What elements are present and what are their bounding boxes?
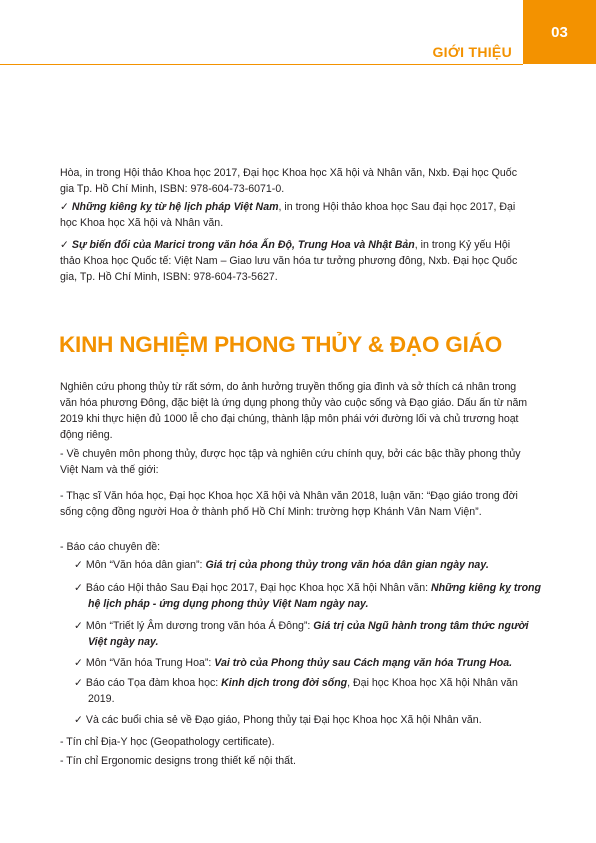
report-title: Kinh dịch trong đời sống: [221, 677, 348, 689]
report-item: [74, 618, 544, 650]
reference-2-text: , in trong Hội thảo khoa học Sau đại học 2017, Đại học Khoa học Xã hội và Nhân văn.: [60, 201, 516, 229]
reports-label: - Báo cáo chuyên đề:: [60, 541, 161, 553]
reference-paragraph-3: [60, 237, 530, 285]
reference-paragraph-1: [60, 165, 530, 197]
section-intro: Nghiên cứu phong thủy từ rất sớm, do ảnh hưởng truyền thống gia đình và sở thích cá nhân trong văn hóa phương Đông, đặc biệt là ứng dụng phong thủy vào cuộc sống và Đạo giáo. Dấu ấn từ năm 2019 khi thực hiện đủ 1000 lễ cho đại chúng, thành lập môn phái với đường lối và chủ trương hoạt động riêng.: [60, 381, 528, 441]
report-prefix: Và các buổi chia sẻ về Đạo giáo, Phong thủy tại Đại học Khoa học Xã hội Nhân văn.: [85, 714, 482, 726]
check-icon: ✓: [74, 677, 83, 689]
masters-paragraph: - Thạc sĩ Văn hóa học, Đại học Khoa học Xã hội và Nhân văn 2018, luận văn: “Đạo giáo trong đời sống cộng đồng người Hoa ở thành phố Hồ Chí Minh: trường hợp Khánh Vân Nam Viện”.: [60, 490, 518, 518]
report-suffix: , Đại học Khoa học Xã hội Nhân văn 2019.: [88, 677, 518, 705]
reference-3-title: Sự biến đổi của Marici trong văn hóa Ấn Độ, Trung Hoa và Nhật Bản: [71, 239, 415, 251]
check-icon: ✓: [60, 201, 69, 213]
header-divider: [0, 64, 523, 65]
study-paragraph: - Về chuyên môn phong thủy, được học tập và nghiên cứu chính quy, bởi các bậc thầy phong thủy Việt Nam và thế giới:: [60, 448, 521, 476]
page-number-tab: [523, 0, 596, 64]
check-icon: ✓: [74, 582, 83, 594]
page-number: 03: [551, 23, 568, 41]
report-title: Những kiêng kỵ trong hệ lịch pháp - ứng dụng phong thủy Việt Nam ngày nay.: [88, 582, 541, 610]
section-heading: KINH NGHIỆM PHONG THỦY & ĐẠO GIÁO: [59, 332, 503, 357]
report-item: [74, 675, 544, 707]
reference-3-text: , in trong Kỷ yếu Hội thảo Khoa học Quốc tế: Việt Nam – Giao lưu văn hóa tư tưởng phương đông, Nxb. Đại học Quốc gia, Tp. Hồ Chí Minh, ISBN: 978-604-73-5627.: [60, 239, 518, 283]
reference-paragraph-2: [60, 199, 530, 231]
report-item: [74, 557, 530, 573]
reference-1-text: Hòa, in trong Hội thảo Khoa học 2017, Đại học Khoa học Xã hội và Nhân văn, Nxb. Đại học Quốc gia Tp. Hồ Chí Minh, ISBN: 978-604-73-6071-0.: [60, 167, 517, 195]
check-icon: ✓: [74, 559, 83, 571]
check-icon: ✓: [74, 620, 83, 632]
section-title: GIỚI THIỆU: [432, 44, 512, 60]
report-prefix: Báo cáo Hội thảo Sau Đại học 2017, Đại học Khoa học Xã hội Nhân văn:: [85, 582, 432, 594]
check-icon: ✓: [60, 239, 69, 251]
check-icon: ✓: [74, 657, 83, 669]
report-title: Vai trò của Phong thủy sau Cách mạng văn hóa Trung Hoa.: [214, 657, 513, 669]
report-prefix: Báo cáo Tọa đàm khoa học:: [85, 677, 222, 689]
check-icon: ✓: [74, 714, 83, 726]
certificate-1: - Tín chỉ Địa-Y học (Geopathology certificate).: [60, 736, 275, 748]
report-prefix: Môn “Văn hóa Trung Hoa”:: [85, 657, 215, 669]
report-title: Giá trị của Ngũ hành trong tâm thức người Việt ngày nay.: [88, 620, 529, 648]
report-item: [74, 580, 544, 612]
report-prefix: Môn “Văn hóa dân gian”:: [85, 559, 206, 571]
certificate-2: - Tín chỉ Ergonomic designs trong thiết kế nội thất.: [60, 755, 296, 767]
report-item: [74, 655, 530, 671]
report-title: Giá trị của phong thủy trong văn hóa dân gian ngày nay.: [205, 559, 489, 571]
report-prefix: Môn “Triết lý Âm dương trong văn hóa Á Đông”:: [85, 620, 314, 632]
report-item: [74, 712, 530, 728]
reference-2-title: Những kiêng kỵ từ hệ lịch pháp Việt Nam: [71, 201, 279, 213]
